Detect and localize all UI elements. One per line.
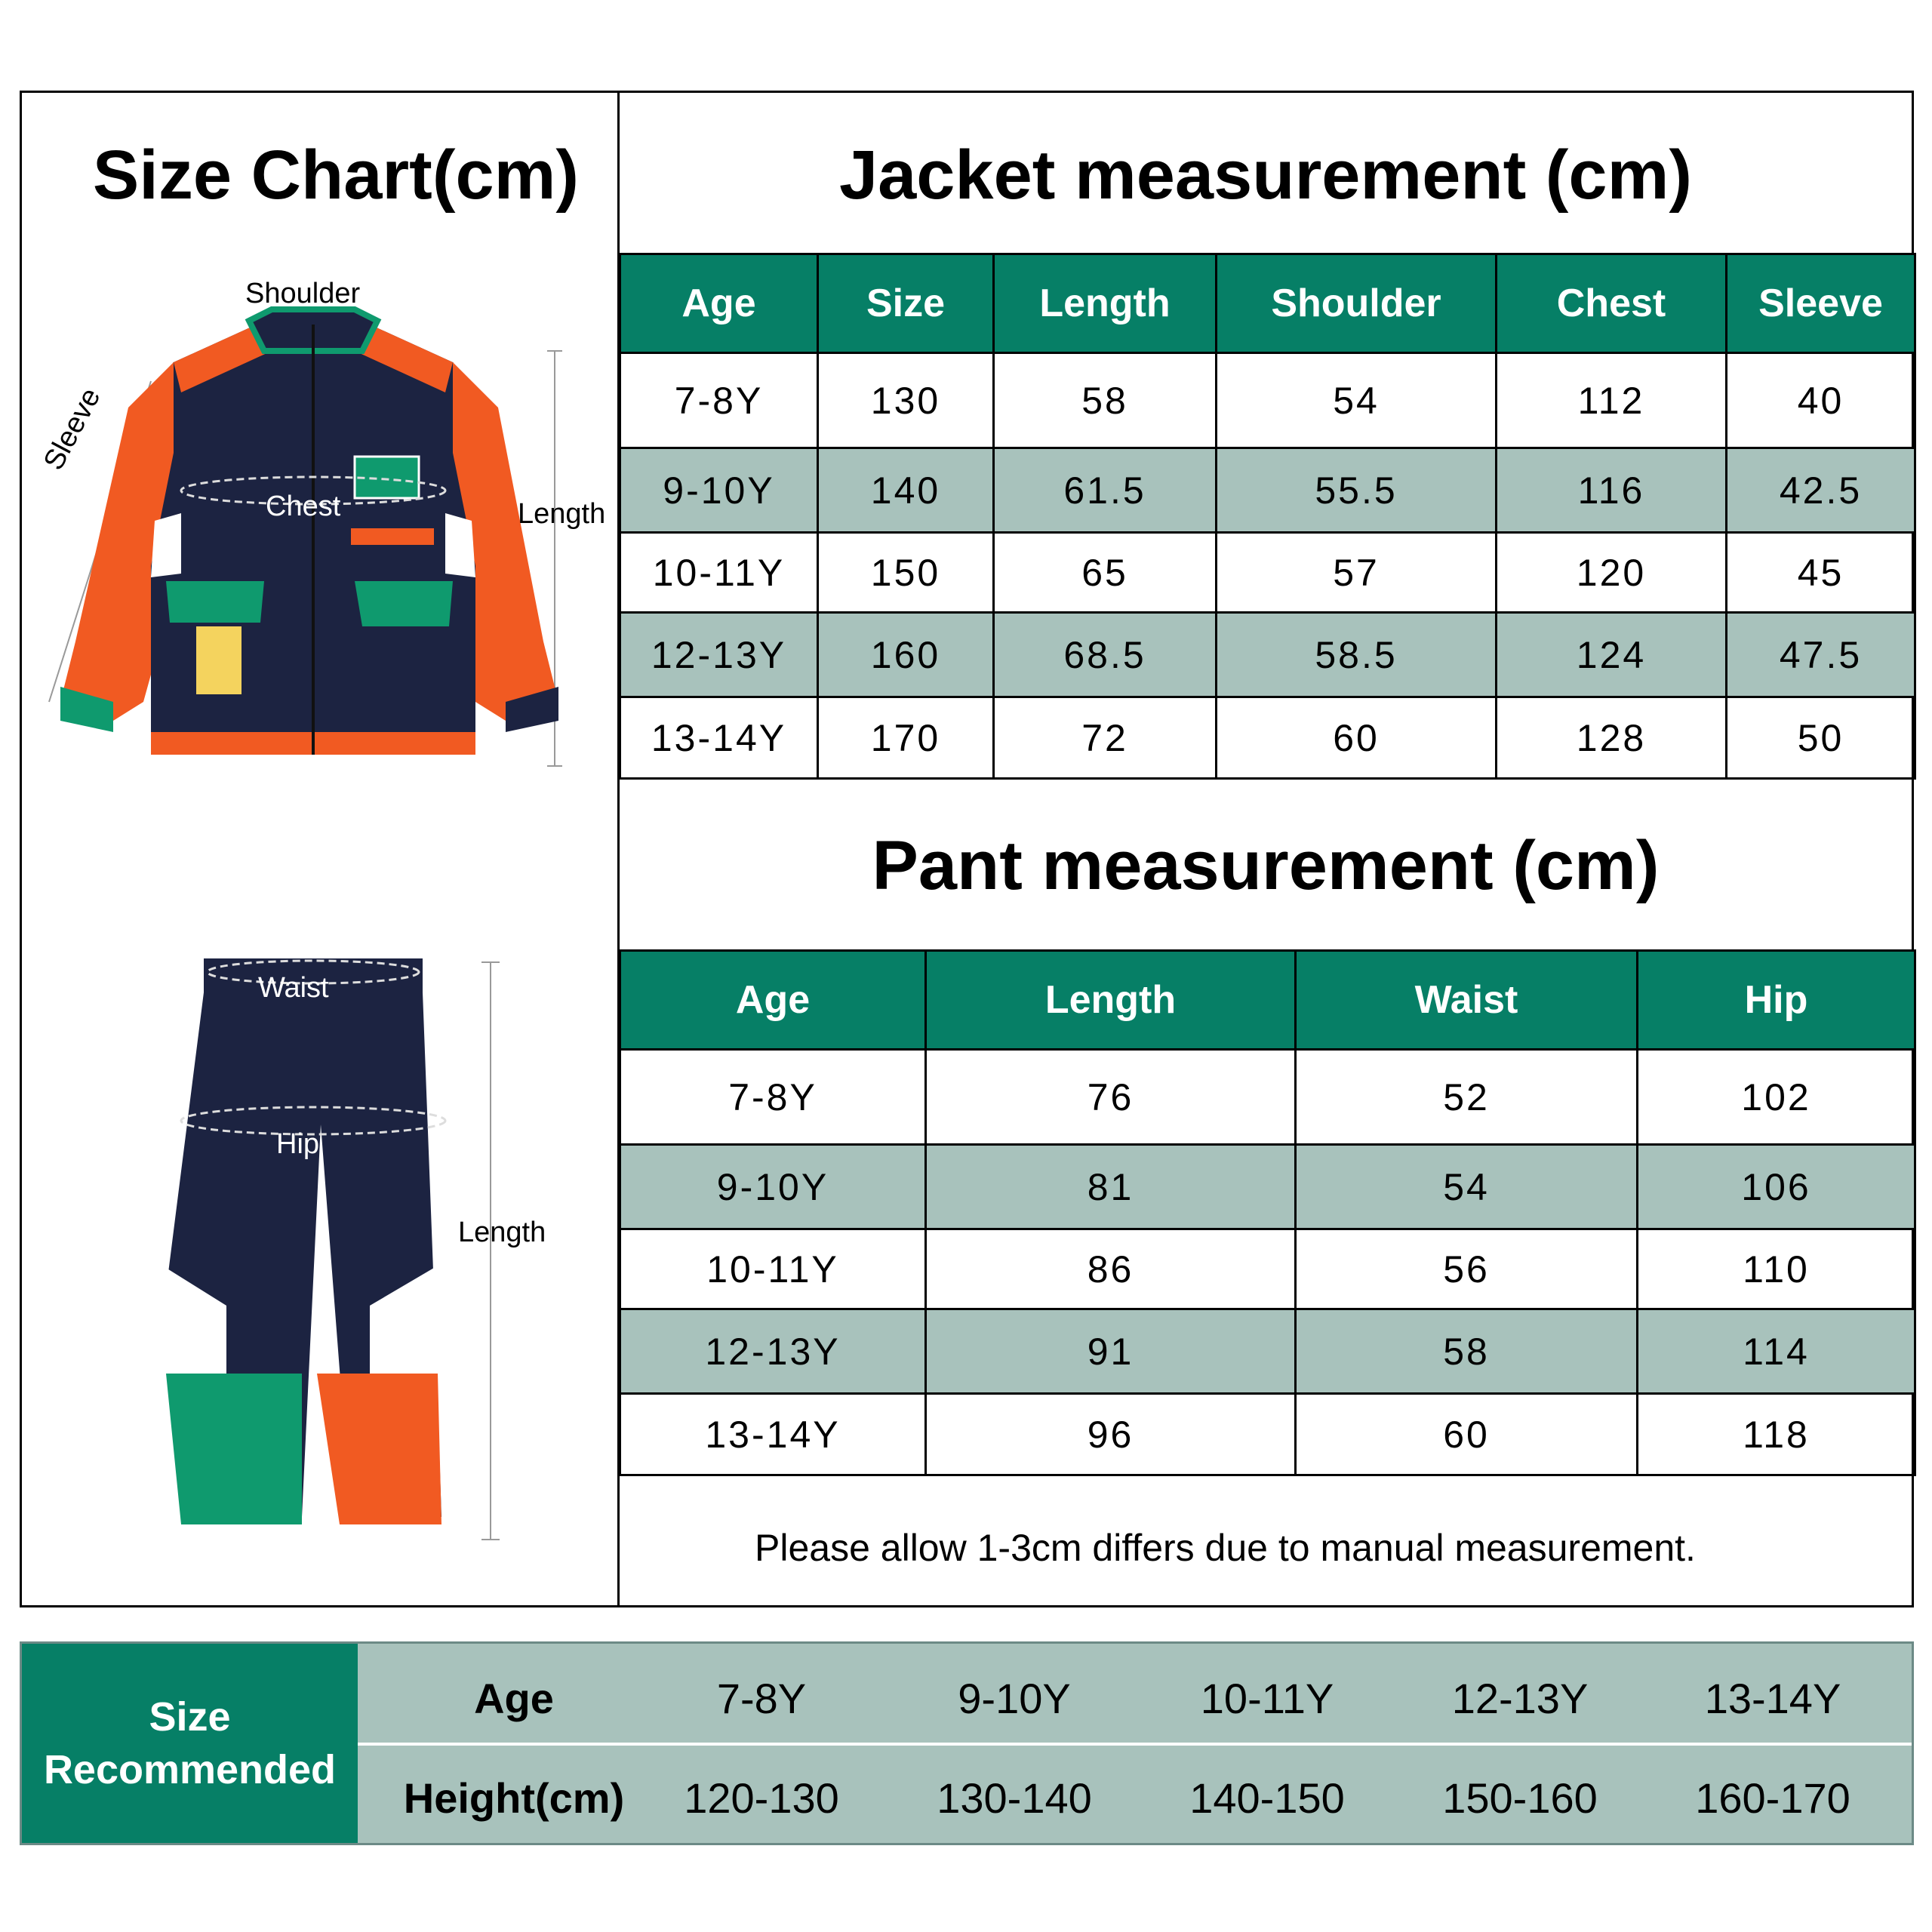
height-value: 130-140 xyxy=(937,1774,1092,1822)
cell: 54 xyxy=(1217,353,1497,448)
cell: 170 xyxy=(818,697,994,779)
jacket-header-chest: Chest xyxy=(1497,254,1727,353)
cell: 60 xyxy=(1296,1394,1638,1475)
jacket-chest-label: Chest xyxy=(266,491,341,522)
pants-waist-label: Waist xyxy=(258,972,329,1004)
jacket-header-shoulder: Shoulder xyxy=(1217,254,1497,353)
height-value: 160-170 xyxy=(1695,1774,1850,1822)
jacket-length-label: Length xyxy=(518,498,606,530)
age-value: 7-8Y xyxy=(716,1675,807,1722)
jacket-sleeve-label: Sleeve xyxy=(38,383,107,475)
cell: 116 xyxy=(1497,448,1727,533)
cell: 55.5 xyxy=(1217,448,1497,533)
cell: 42.5 xyxy=(1727,448,1915,533)
cell: 13-14Y xyxy=(620,697,818,779)
cell: 13-14Y xyxy=(620,1394,926,1475)
table-row xyxy=(620,1229,1915,1309)
cell: 58 xyxy=(994,353,1217,448)
cell: 56 xyxy=(1296,1229,1638,1309)
cell: 7-8Y xyxy=(620,1050,926,1145)
cell: 130 xyxy=(818,353,994,448)
cell: 7-8Y xyxy=(620,353,818,448)
table-row xyxy=(620,1050,1915,1145)
pants-illustration xyxy=(151,951,528,1555)
pant-table-title: Pant measurement (cm) xyxy=(872,827,1660,904)
cell: 110 xyxy=(1638,1229,1915,1309)
cell: 81 xyxy=(926,1145,1296,1229)
cell: 40 xyxy=(1727,353,1915,448)
cell: 50 xyxy=(1727,697,1915,779)
size-recommended-line1: Size xyxy=(149,1694,231,1740)
table-row xyxy=(620,613,1915,697)
measurement-note: Please allow 1-3cm differs due to manual measurement. xyxy=(755,1527,1696,1569)
height-value: 120-130 xyxy=(684,1774,839,1822)
size-recommended-label xyxy=(22,1644,358,1843)
height-value: 140-150 xyxy=(1189,1774,1345,1822)
cell: 140 xyxy=(818,448,994,533)
cell: 61.5 xyxy=(994,448,1217,533)
height-value: 150-160 xyxy=(1442,1774,1598,1822)
table-row xyxy=(620,697,1915,779)
cell: 68.5 xyxy=(994,613,1217,697)
size-recommended-line2: Recommended xyxy=(43,1747,337,1792)
pants-length-label: Length xyxy=(458,1217,546,1248)
jacket-header-age: Age xyxy=(620,254,818,353)
jacket-header-size: Size xyxy=(818,254,994,353)
age-value: 12-13Y xyxy=(1451,1675,1589,1722)
cell: 106 xyxy=(1638,1145,1915,1229)
jacket-shoulder-label: Shoulder xyxy=(245,278,361,309)
cell: 96 xyxy=(926,1394,1296,1475)
pant-header-hip: Hip xyxy=(1638,951,1915,1050)
cell: 58.5 xyxy=(1217,613,1497,697)
pant-header-length: Length xyxy=(926,951,1296,1050)
jacket-illustration xyxy=(30,279,626,792)
table-row xyxy=(620,533,1915,613)
cell: 150 xyxy=(818,533,994,613)
cell: 128 xyxy=(1497,697,1727,779)
jacket-header-sleeve: Sleeve xyxy=(1727,254,1915,353)
cell: 10-11Y xyxy=(620,1229,926,1309)
cell: 12-13Y xyxy=(620,613,818,697)
cell: 52 xyxy=(1296,1050,1638,1145)
cell: 60 xyxy=(1217,697,1497,779)
cell: 124 xyxy=(1497,613,1727,697)
cell: 91 xyxy=(926,1309,1296,1394)
pant-header-waist: Waist xyxy=(1296,951,1638,1050)
cell: 160 xyxy=(818,613,994,697)
cell: 76 xyxy=(926,1050,1296,1145)
cell: 9-10Y xyxy=(620,448,818,533)
jacket-table-title: Jacket measurement (cm) xyxy=(838,137,1693,214)
jacket-table xyxy=(619,253,1916,780)
height-row-label: Height(cm) xyxy=(403,1774,625,1822)
cell: 45 xyxy=(1727,533,1915,613)
age-value: 9-10Y xyxy=(958,1675,1071,1722)
table-row xyxy=(620,353,1915,448)
jacket-header-length: Length xyxy=(994,254,1217,353)
size-chart-title: Size Chart(cm) xyxy=(92,137,580,214)
age-row-label: Age xyxy=(474,1675,554,1722)
cell: 120 xyxy=(1497,533,1727,613)
cell: 112 xyxy=(1497,353,1727,448)
cell: 47.5 xyxy=(1727,613,1915,697)
pant-header-age: Age xyxy=(620,951,926,1050)
cell: 9-10Y xyxy=(620,1145,926,1229)
size-recommended-separator xyxy=(358,1743,1912,1746)
table-row xyxy=(620,1394,1915,1475)
table-row xyxy=(620,1309,1915,1394)
cell: 72 xyxy=(994,697,1217,779)
size-recommended-strip xyxy=(20,1641,1914,1845)
jacket-header-row xyxy=(620,254,1915,353)
cell: 57 xyxy=(1217,533,1497,613)
table-row xyxy=(620,1145,1915,1229)
pant-header-row xyxy=(620,951,1915,1050)
cell: 58 xyxy=(1296,1309,1638,1394)
cell: 102 xyxy=(1638,1050,1915,1145)
age-value: 13-14Y xyxy=(1704,1675,1841,1722)
cell: 86 xyxy=(926,1229,1296,1309)
age-value: 10-11Y xyxy=(1200,1675,1334,1722)
pant-table xyxy=(619,949,1916,1476)
cell: 114 xyxy=(1638,1309,1915,1394)
cell: 12-13Y xyxy=(620,1309,926,1394)
cell: 118 xyxy=(1638,1394,1915,1475)
cell: 10-11Y xyxy=(620,533,818,613)
pants-hip-label: Hip xyxy=(276,1128,320,1160)
cell: 54 xyxy=(1296,1145,1638,1229)
table-row xyxy=(620,448,1915,533)
cell: 65 xyxy=(994,533,1217,613)
